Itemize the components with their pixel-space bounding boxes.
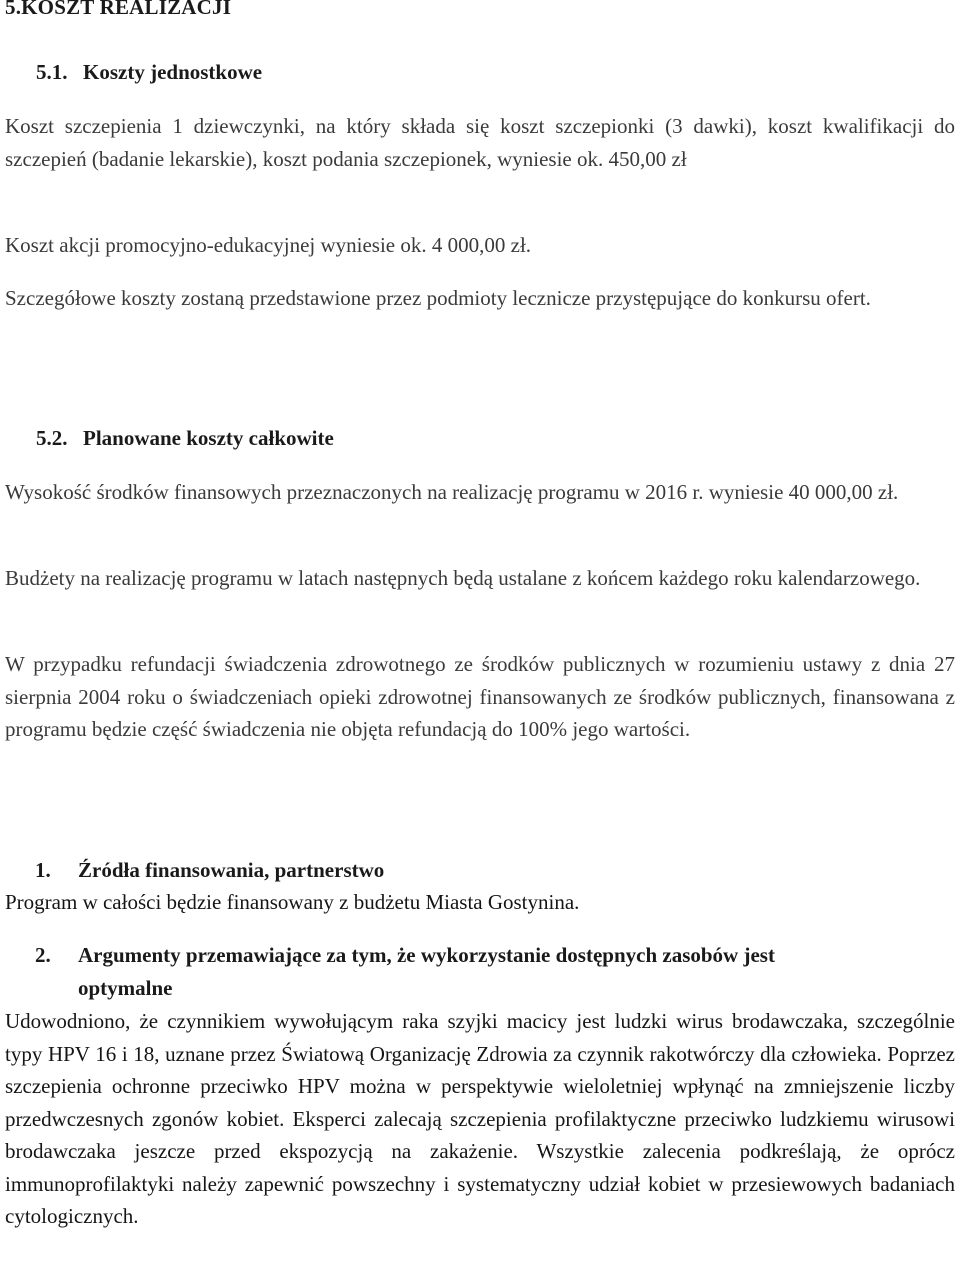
subsection-number: 5.2. [36, 426, 68, 450]
subsection-heading-5-2 [5, 423, 960, 453]
paragraph-total-funds: Wysokość środków finansowych przeznaczonych na realizację programu w 2016 r. wyniesie 40 000,00 zł. [5, 480, 899, 504]
list-title: Źródła finansowania, partnerstwo [78, 858, 385, 882]
list-title-line2: optymalne [78, 975, 173, 1000]
paragraph-hpv-arguments: Udowodniono, że czynnikiem wywołującym raka szyjki macicy jest ludzki wirus brodawczaka, szczególnie typy HPV 16 i 18, uznane przez Światową Organizację Zdrowia za czynnik rakotwórczy dla człowieka. Poprzez szczepienia ochronne przeciwko HPV można w perspektywie wieloletniej wpłynąć na zmniejszenie liczby przedwczesnych zgonów kobiet. Eksperci zalecają szczepienia profilaktyczne przeciwko ludzkiemu wirusowi brodawczaka jeszcze przed ekspozycją na zakażenie. Wszystkie zalecenia podkreślają, że oprócz immunoprofilaktyki należy zapewnić powszechny i systematyczny udział kobiet w przesiewowych badaniach cytologicznych. [5, 1009, 955, 1228]
subsection-title: Koszty jednostkowe [83, 60, 263, 84]
list-number: 1. [35, 858, 51, 882]
list-heading-2 [5, 939, 955, 1004]
list-number: 2. [35, 943, 51, 967]
subsection-title: Planowane koszty całkowite [83, 426, 334, 450]
list-title-line1: Argumenty przemawiające za tym, że wykorzystanie dostępnych zasobów jest [78, 943, 775, 967]
list-heading-1 [5, 854, 955, 887]
paragraph-future-budgets: Budżety na realizację programu w latach następnych będą ustalane z końcem każdego roku kalendarzowego. [5, 566, 921, 590]
paragraph-promo-cost: Koszt akcji promocyjno-edukacyjnej wyniesie ok. 4 000,00 zł. [5, 233, 532, 257]
subsection-heading-5-1 [5, 57, 960, 87]
paragraph-funding-source: Program w całości będzie finansowany z budżetu Miasta Gostynina. [5, 890, 580, 914]
subsection-number: 5.1. [36, 60, 68, 84]
paragraph-refund: W przypadku refundacji świadczenia zdrowotnego ze środków publicznych w rozumieniu ustawy z dnia 27 sierpnia 2004 roku o świadczeniach opieki zdrowotnej finansowanych ze środków publicznych, finansowana z programu będzie część świadczenia nie objęta refundacją do 100% jego wartości. [5, 652, 955, 741]
section-title: 5.KOSZT REALIZACJI [5, 0, 232, 19]
paragraph-detailed-costs: Szczegółowe koszty zostaną przedstawione przez podmioty lecznicze przystępujące do konkursu ofert. [5, 286, 871, 310]
paragraph-unit-cost: Koszt szczepienia 1 dziewczynki, na który składa się koszt szczepionki (3 dawki), koszt kwalifikacji do szczepień (badanie lekarskie), koszt podania szczepionek, wyniesie ok. 450,00 zł [5, 114, 955, 171]
